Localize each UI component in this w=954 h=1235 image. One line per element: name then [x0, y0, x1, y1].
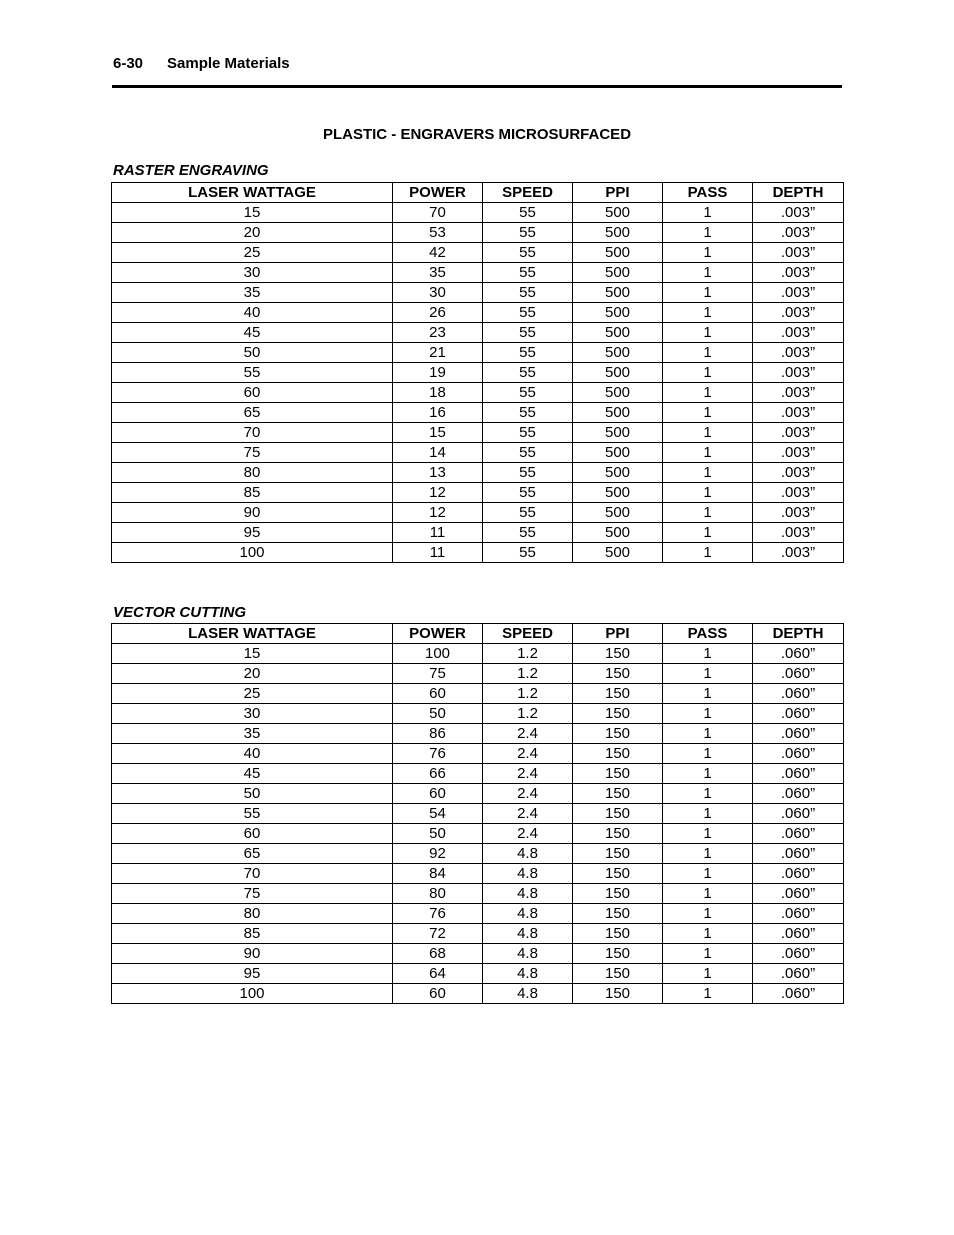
- cell-depth: .003”: [753, 523, 844, 543]
- cell-power: 64: [393, 964, 483, 984]
- page-header: [113, 55, 290, 72]
- cell-pass: 1: [663, 884, 753, 904]
- cell-speed: 55: [483, 463, 573, 483]
- cell-ppi: 500: [573, 503, 663, 523]
- cell-speed: 2.4: [483, 744, 573, 764]
- cell-ppi: 150: [573, 984, 663, 1004]
- cell-speed: 4.8: [483, 884, 573, 904]
- table-row: [112, 724, 844, 744]
- cell-ppi: 150: [573, 684, 663, 704]
- cell-ppi: 150: [573, 724, 663, 744]
- cell-speed: 55: [483, 203, 573, 223]
- column-header-pass: PASS: [663, 183, 753, 203]
- cell-laser-wattage: 60: [112, 383, 393, 403]
- column-header-depth: DEPTH: [753, 624, 844, 644]
- cell-laser-wattage: 30: [112, 263, 393, 283]
- cell-pass: 1: [663, 844, 753, 864]
- table-row: [112, 283, 844, 303]
- table-row: [112, 343, 844, 363]
- cell-laser-wattage: 15: [112, 644, 393, 664]
- cell-power: 100: [393, 644, 483, 664]
- header-rule: [112, 85, 842, 88]
- cell-depth: .060”: [753, 664, 844, 684]
- cell-speed: 4.8: [483, 904, 573, 924]
- cell-depth: .003”: [753, 243, 844, 263]
- column-header-speed: SPEED: [483, 624, 573, 644]
- cell-ppi: 150: [573, 844, 663, 864]
- cell-laser-wattage: 80: [112, 904, 393, 924]
- cell-depth: .003”: [753, 463, 844, 483]
- cell-pass: 1: [663, 824, 753, 844]
- cell-speed: 2.4: [483, 824, 573, 844]
- cell-power: 84: [393, 864, 483, 884]
- cell-ppi: 150: [573, 744, 663, 764]
- cell-ppi: 150: [573, 864, 663, 884]
- table-row: [112, 904, 844, 924]
- cell-depth: .003”: [753, 503, 844, 523]
- cell-speed: 2.4: [483, 804, 573, 824]
- cell-power: 30: [393, 283, 483, 303]
- cell-laser-wattage: 25: [112, 243, 393, 263]
- table-row: [112, 984, 844, 1004]
- cell-laser-wattage: 40: [112, 303, 393, 323]
- cell-pass: 1: [663, 944, 753, 964]
- cell-speed: 55: [483, 443, 573, 463]
- cell-depth: .060”: [753, 844, 844, 864]
- cell-ppi: 500: [573, 303, 663, 323]
- cell-pass: 1: [663, 483, 753, 503]
- cell-depth: .060”: [753, 964, 844, 984]
- cell-ppi: 150: [573, 964, 663, 984]
- cell-power: 68: [393, 944, 483, 964]
- cell-laser-wattage: 15: [112, 203, 393, 223]
- cell-speed: 2.4: [483, 764, 573, 784]
- cell-pass: 1: [663, 644, 753, 664]
- cell-ppi: 150: [573, 804, 663, 824]
- table-row: [112, 784, 844, 804]
- cell-depth: .003”: [753, 303, 844, 323]
- cell-speed: 55: [483, 523, 573, 543]
- cell-depth: .060”: [753, 904, 844, 924]
- cell-power: 15: [393, 423, 483, 443]
- table-row: [112, 684, 844, 704]
- table-row: [112, 543, 844, 563]
- cell-speed: 55: [483, 343, 573, 363]
- cell-power: 70: [393, 203, 483, 223]
- table-row: [112, 964, 844, 984]
- cell-laser-wattage: 95: [112, 964, 393, 984]
- cell-laser-wattage: 60: [112, 824, 393, 844]
- cell-power: 14: [393, 443, 483, 463]
- cell-pass: 1: [663, 343, 753, 363]
- cell-power: 72: [393, 924, 483, 944]
- cell-ppi: 500: [573, 323, 663, 343]
- cell-laser-wattage: 50: [112, 343, 393, 363]
- raster-engraving-table: [111, 182, 844, 563]
- cell-power: 13: [393, 463, 483, 483]
- table-row: [112, 463, 844, 483]
- cell-pass: 1: [663, 904, 753, 924]
- table-row: [112, 443, 844, 463]
- vector-cutting-table: [111, 623, 844, 1004]
- cell-power: 42: [393, 243, 483, 263]
- table-row: [112, 884, 844, 904]
- cell-power: 60: [393, 784, 483, 804]
- cell-pass: 1: [663, 383, 753, 403]
- cell-laser-wattage: 85: [112, 924, 393, 944]
- cell-speed: 55: [483, 483, 573, 503]
- cell-laser-wattage: 90: [112, 944, 393, 964]
- table-header-row: [112, 624, 844, 644]
- cell-pass: 1: [663, 323, 753, 343]
- cell-power: 53: [393, 223, 483, 243]
- page-number: 6-30: [113, 55, 144, 72]
- table-row: [112, 323, 844, 343]
- table-row: [112, 704, 844, 724]
- cell-power: 60: [393, 984, 483, 1004]
- cell-depth: .060”: [753, 944, 844, 964]
- cell-depth: .060”: [753, 684, 844, 704]
- cell-power: 12: [393, 483, 483, 503]
- cell-laser-wattage: 40: [112, 744, 393, 764]
- cell-depth: .003”: [753, 363, 844, 383]
- cell-ppi: 500: [573, 403, 663, 423]
- cell-ppi: 500: [573, 343, 663, 363]
- cell-pass: 1: [663, 243, 753, 263]
- table-row: [112, 764, 844, 784]
- table-row: [112, 303, 844, 323]
- cell-pass: 1: [663, 664, 753, 684]
- cell-power: 92: [393, 844, 483, 864]
- cell-depth: .003”: [753, 403, 844, 423]
- cell-power: 66: [393, 764, 483, 784]
- cell-laser-wattage: 20: [112, 223, 393, 243]
- cell-speed: 1.2: [483, 644, 573, 664]
- column-header-power: POWER: [393, 183, 483, 203]
- cell-power: 50: [393, 704, 483, 724]
- table-row: [112, 243, 844, 263]
- cell-speed: 4.8: [483, 944, 573, 964]
- cell-laser-wattage: 65: [112, 844, 393, 864]
- cell-speed: 55: [483, 383, 573, 403]
- table-row: [112, 804, 844, 824]
- cell-power: 21: [393, 343, 483, 363]
- cell-power: 26: [393, 303, 483, 323]
- cell-laser-wattage: 70: [112, 864, 393, 884]
- cell-depth: .003”: [753, 323, 844, 343]
- cell-ppi: 500: [573, 203, 663, 223]
- cell-depth: .003”: [753, 263, 844, 283]
- column-header-depth: DEPTH: [753, 183, 844, 203]
- cell-speed: 55: [483, 423, 573, 443]
- cell-pass: 1: [663, 503, 753, 523]
- table-row: [112, 944, 844, 964]
- cell-pass: 1: [663, 423, 753, 443]
- section-name: Sample Materials: [167, 55, 290, 72]
- cell-laser-wattage: 70: [112, 423, 393, 443]
- cell-laser-wattage: 75: [112, 443, 393, 463]
- table-row: [112, 423, 844, 443]
- cell-pass: 1: [663, 203, 753, 223]
- cell-power: 86: [393, 724, 483, 744]
- cell-depth: .060”: [753, 724, 844, 744]
- cell-ppi: 500: [573, 283, 663, 303]
- cell-speed: 4.8: [483, 844, 573, 864]
- cell-ppi: 150: [573, 824, 663, 844]
- cell-ppi: 150: [573, 784, 663, 804]
- column-header-ppi: PPI: [573, 624, 663, 644]
- column-header-pass: PASS: [663, 624, 753, 644]
- cell-laser-wattage: 100: [112, 984, 393, 1004]
- table-row: [112, 744, 844, 764]
- cell-depth: .060”: [753, 644, 844, 664]
- table-row: [112, 383, 844, 403]
- cell-speed: 55: [483, 503, 573, 523]
- cell-depth: .003”: [753, 203, 844, 223]
- cell-speed: 55: [483, 243, 573, 263]
- cell-depth: .003”: [753, 443, 844, 463]
- table-row: [112, 403, 844, 423]
- cell-laser-wattage: 100: [112, 543, 393, 563]
- cell-ppi: 500: [573, 363, 663, 383]
- cell-ppi: 500: [573, 243, 663, 263]
- cell-depth: .003”: [753, 383, 844, 403]
- cell-ppi: 500: [573, 383, 663, 403]
- cell-pass: 1: [663, 443, 753, 463]
- cell-laser-wattage: 55: [112, 363, 393, 383]
- cell-pass: 1: [663, 704, 753, 724]
- cell-laser-wattage: 35: [112, 724, 393, 744]
- cell-speed: 55: [483, 323, 573, 343]
- cell-speed: 4.8: [483, 964, 573, 984]
- cell-depth: .003”: [753, 343, 844, 363]
- cell-ppi: 150: [573, 764, 663, 784]
- cell-pass: 1: [663, 403, 753, 423]
- cell-laser-wattage: 65: [112, 403, 393, 423]
- cell-speed: 4.8: [483, 984, 573, 1004]
- raster-table-body: [112, 203, 844, 563]
- cell-depth: .060”: [753, 864, 844, 884]
- table-row: [112, 924, 844, 944]
- cell-laser-wattage: 80: [112, 463, 393, 483]
- cell-pass: 1: [663, 543, 753, 563]
- cell-ppi: 150: [573, 884, 663, 904]
- table-row: [112, 644, 844, 664]
- cell-depth: .003”: [753, 543, 844, 563]
- cell-power: 35: [393, 263, 483, 283]
- cell-power: 19: [393, 363, 483, 383]
- cell-depth: .060”: [753, 744, 844, 764]
- cell-depth: .060”: [753, 824, 844, 844]
- cell-laser-wattage: 55: [112, 804, 393, 824]
- cell-ppi: 500: [573, 483, 663, 503]
- cell-ppi: 150: [573, 664, 663, 684]
- cell-ppi: 150: [573, 924, 663, 944]
- cell-pass: 1: [663, 804, 753, 824]
- cell-depth: .003”: [753, 283, 844, 303]
- cell-laser-wattage: 50: [112, 784, 393, 804]
- cell-ppi: 500: [573, 523, 663, 543]
- cell-pass: 1: [663, 724, 753, 744]
- cell-ppi: 500: [573, 543, 663, 563]
- table-row: [112, 223, 844, 243]
- cell-speed: 2.4: [483, 724, 573, 744]
- cell-laser-wattage: 30: [112, 704, 393, 724]
- cell-power: 50: [393, 824, 483, 844]
- cell-depth: .060”: [753, 764, 844, 784]
- cell-pass: 1: [663, 223, 753, 243]
- cell-pass: 1: [663, 523, 753, 543]
- cell-depth: .060”: [753, 924, 844, 944]
- table-row: [112, 203, 844, 223]
- cell-power: 54: [393, 804, 483, 824]
- cell-ppi: 500: [573, 463, 663, 483]
- table-row: [112, 844, 844, 864]
- cell-speed: 2.4: [483, 784, 573, 804]
- table-row: [112, 263, 844, 283]
- cell-speed: 55: [483, 263, 573, 283]
- cell-power: 76: [393, 744, 483, 764]
- cell-power: 23: [393, 323, 483, 343]
- cell-speed: 55: [483, 303, 573, 323]
- cell-power: 75: [393, 664, 483, 684]
- raster-section-title: RASTER ENGRAVING: [113, 162, 269, 179]
- table-row: [112, 864, 844, 884]
- cell-laser-wattage: 85: [112, 483, 393, 503]
- cell-power: 76: [393, 904, 483, 924]
- cell-laser-wattage: 45: [112, 764, 393, 784]
- table-row: [112, 363, 844, 383]
- table-header-row: [112, 183, 844, 203]
- cell-pass: 1: [663, 744, 753, 764]
- table-row: [112, 664, 844, 684]
- cell-speed: 1.2: [483, 684, 573, 704]
- cell-depth: .003”: [753, 423, 844, 443]
- cell-depth: .003”: [753, 483, 844, 503]
- cell-laser-wattage: 75: [112, 884, 393, 904]
- cell-depth: .003”: [753, 223, 844, 243]
- cell-depth: .060”: [753, 884, 844, 904]
- cell-speed: 1.2: [483, 664, 573, 684]
- cell-pass: 1: [663, 784, 753, 804]
- document-title: PLASTIC - ENGRAVERS MICROSURFACED: [322, 126, 632, 143]
- cell-ppi: 500: [573, 443, 663, 463]
- cell-ppi: 150: [573, 704, 663, 724]
- cell-laser-wattage: 45: [112, 323, 393, 343]
- cell-speed: 55: [483, 363, 573, 383]
- cell-laser-wattage: 25: [112, 684, 393, 704]
- cell-ppi: 500: [573, 223, 663, 243]
- cell-speed: 4.8: [483, 864, 573, 884]
- cell-power: 11: [393, 543, 483, 563]
- cell-laser-wattage: 35: [112, 283, 393, 303]
- cell-pass: 1: [663, 964, 753, 984]
- cell-speed: 55: [483, 283, 573, 303]
- cell-power: 11: [393, 523, 483, 543]
- cell-speed: 55: [483, 223, 573, 243]
- cell-pass: 1: [663, 864, 753, 884]
- column-header-power: POWER: [393, 624, 483, 644]
- table-row: [112, 503, 844, 523]
- cell-ppi: 150: [573, 644, 663, 664]
- cell-pass: 1: [663, 363, 753, 383]
- table-row: [112, 523, 844, 543]
- cell-depth: .060”: [753, 804, 844, 824]
- column-header-speed: SPEED: [483, 183, 573, 203]
- cell-speed: 1.2: [483, 704, 573, 724]
- column-header-laser-wattage: LASER WATTAGE: [112, 183, 393, 203]
- cell-speed: 55: [483, 403, 573, 423]
- column-header-laser-wattage: LASER WATTAGE: [112, 624, 393, 644]
- cell-pass: 1: [663, 984, 753, 1004]
- cell-pass: 1: [663, 303, 753, 323]
- cell-power: 18: [393, 383, 483, 403]
- table-row: [112, 483, 844, 503]
- table-row: [112, 824, 844, 844]
- cell-power: 60: [393, 684, 483, 704]
- cell-depth: .060”: [753, 704, 844, 724]
- cell-ppi: 150: [573, 904, 663, 924]
- cell-depth: .060”: [753, 784, 844, 804]
- cell-ppi: 150: [573, 944, 663, 964]
- cell-pass: 1: [663, 283, 753, 303]
- cell-pass: 1: [663, 463, 753, 483]
- cell-ppi: 500: [573, 423, 663, 443]
- cell-pass: 1: [663, 263, 753, 283]
- cell-laser-wattage: 20: [112, 664, 393, 684]
- cell-pass: 1: [663, 764, 753, 784]
- cell-power: 80: [393, 884, 483, 904]
- cell-speed: 55: [483, 543, 573, 563]
- cell-power: 16: [393, 403, 483, 423]
- column-header-ppi: PPI: [573, 183, 663, 203]
- vector-table-body: [112, 644, 844, 1004]
- cell-depth: .060”: [753, 984, 844, 1004]
- vector-section-title: VECTOR CUTTING: [113, 604, 247, 621]
- cell-laser-wattage: 90: [112, 503, 393, 523]
- cell-laser-wattage: 95: [112, 523, 393, 543]
- cell-pass: 1: [663, 684, 753, 704]
- cell-power: 12: [393, 503, 483, 523]
- cell-ppi: 500: [573, 263, 663, 283]
- cell-speed: 4.8: [483, 924, 573, 944]
- cell-pass: 1: [663, 924, 753, 944]
